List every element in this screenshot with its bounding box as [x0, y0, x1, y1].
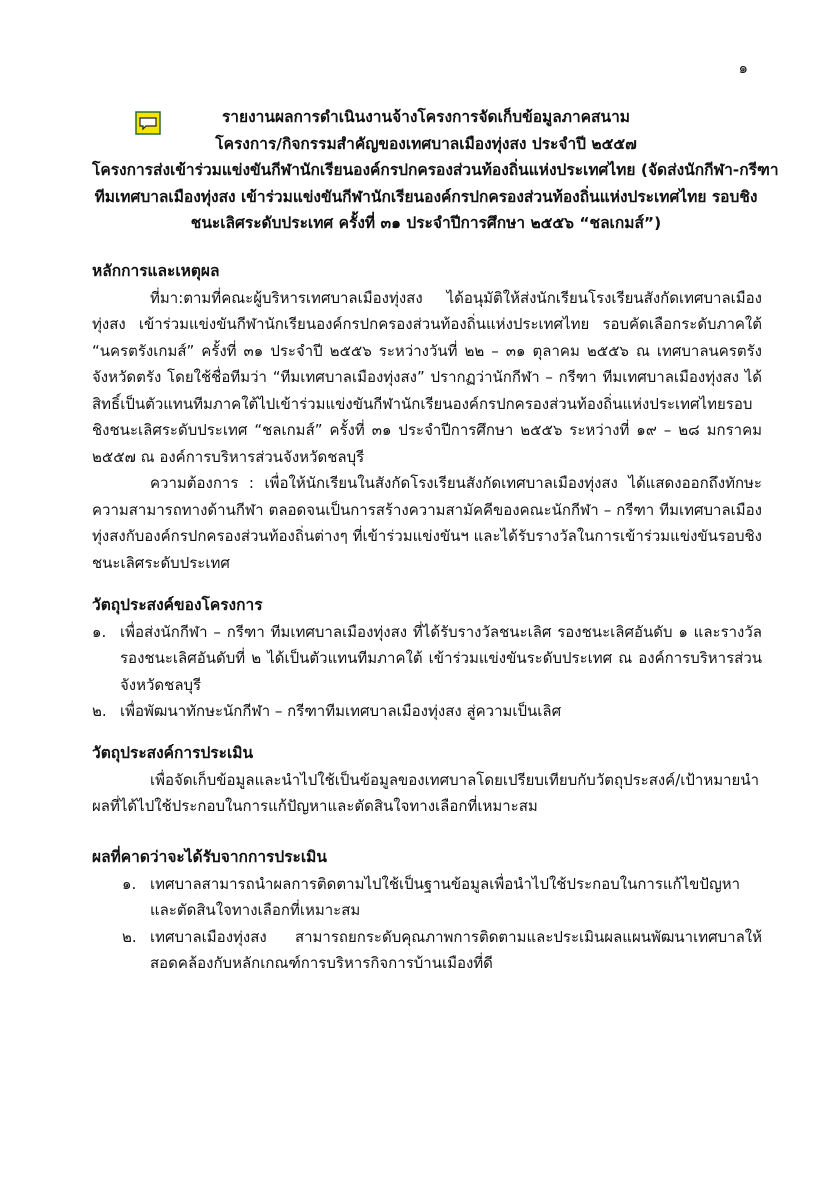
list-item — [92, 619, 762, 699]
list-item — [122, 871, 762, 924]
page-number: ๑ — [738, 59, 748, 77]
evaluation-section — [92, 740, 762, 820]
title-line: รายงานผลการดำเนินงานจ้างโครงการจัดเก็บข้อมูลภาคสนาม — [221, 108, 630, 126]
list-item-number: ๒. — [122, 927, 137, 946]
list-item-number: ๑. — [92, 622, 107, 641]
principle-paragraph-needs: ความต้องการ : เพื่อให้นักเรียนในสังกัดโรงเรียนสังกัดเทศบาลเมืองทุ่งสง ได้แสดงออกถึงทักษะความสามารถทางด้านกีฬา ตลอดจนเป็นการสร้างความสามัคคีของคณะนักกีฬา – กรีฑา ทีมเทศบาลเมืองทุ่งสงกับองค์กรปกครองส่วนท้องถิ่นต่างๆ ที่เข้าร่วมแข่งขันฯ และได้รับรางวัลในการเข้าร่วมแข่งขันรอบชิงชนะเลิศระดับประเทศ — [92, 474, 762, 572]
expected-results-list — [92, 871, 762, 977]
title-line: ทีมเทศบาลเมืองทุ่งสง เข้าร่วมแข่งขันกีฬานักเรียนองค์กรปกครองส่วนท้องถิ่นแห่งประเทศไทย รอบชิง — [94, 187, 758, 206]
evaluation-paragraph: เพื่อจัดเก็บข้อมูลและนำไปใช้เป็นข้อมูลของเทศบาลโดยเปรียบเทียบกับวัตถุประสงค์/เป้าหมายนำผลที่ได้ไปใช้ประกอบในการแก้ปัญหาและตัดสินใจทางเลือกที่เหมาะสม — [92, 770, 760, 815]
title-line: โครงการ/กิจกรรมสำคัญของเทศบาลเมืองทุ่งสง ประจำปี ๒๕๕๗ — [215, 134, 637, 153]
list-item-text: เพื่อส่งนักกีฬา – กรีฑา ทีมเทศบาลเมืองทุ่งสง ที่ได้รับรางวัลชนะเลิศ รองชนะเลิศอันดับ ๑ และรางวัลรองชนะเลิศอันดับที่ ๒ ได้เป็นตัวแทนทีมภาคใต้ เข้าร่วมแข่งขันระดับประเทศ ณ องค์การบริหารส่วนจังหวัดชลบุรี — [120, 622, 762, 694]
list-item-text: เพื่อพัฒนาทักษะนักกีฬา – กรีฑาทีมเทศบาลเมืองทุ่งสง สู่ความเป็นเลิศ — [120, 702, 562, 720]
list-item-number: ๒. — [92, 702, 107, 720]
principle-section — [92, 258, 762, 576]
title-line: ชนะเลิศระดับประเทศ ครั้งที่ ๓๑ ประจำปีการศึกษา ๒๕๕๖ “ชลเกมส์”) — [190, 214, 662, 232]
objectives-section — [92, 592, 762, 725]
list-item-text: เทศบาลเมืองทุ่งสง สามารถยกระดับคุณภาพการติดตามและประเมินผลแผนพัฒนาเทศบาลให้สอดคล้องกับหลักเกณฑ์การบริหารกิจการบ้านเมืองที่ดี — [150, 927, 762, 972]
objectives-heading: วัตถุประสงค์ของโครงการ — [92, 596, 263, 614]
objectives-list — [92, 619, 762, 725]
list-item-number: ๑. — [122, 874, 137, 893]
principle-paragraph-source: ที่มา:ตามที่คณะผู้บริหารเทศบาลเมืองทุ่งสง ได้อนุมัติให้ส่งนักเรียนโรงเรียนสังกัดเทศบาลเมืองทุ่งสง เข้าร่วมแข่งขันกีฬานักเรียนองค์กรปกครองส่วนท้องถิ่นแห่งประเทศไทย รอบคัดเลือกระดับภาคใต้ “นครตรังเกมส์” ครั้งที่ ๓๑ ประจำปี ๒๕๕๖ ระหว่างวันที่ ๒๒ – ๓๑ ตุลาคม ๒๕๕๖ ณ เทศบาลนครตรัง จังหวัดตรัง โดยใช้ชื่อทีมว่า “ทีมเทศบาลเมืองทุ่งสง” ปรากฏว่านักกีฬา – กรีฑา ทีมเทศบาลเมืองทุ่งสง ได้สิทธิ์เป็นตัวแทนทีมภาคใต้ไปเข้าร่วมแข่งขันกีฬานักเรียนองค์กรปกครองส่วนท้องถิ่นแห่งประเทศไทยรอบชิงชนะเลิศระดับประเทศ “ชลเกมส์” ครั้งที่ ๓๑ ประจำปีการศึกษา ๒๕๕๖ ระหว่างที่ ๑๙ – ๒๘ มกราคม ๒๕๕๗ ณ องค์การบริหารส่วนจังหวัดชลบุรี — [92, 288, 762, 466]
expected-results-heading: ผลที่คาดว่าจะได้รับจากการประเมิน — [92, 848, 327, 866]
evaluation-heading: วัตถุประสงค์การประเมิน — [92, 744, 254, 762]
principle-heading: หลักการและเหตุผล — [92, 262, 220, 280]
expected-results-section — [92, 844, 762, 977]
title-line: โครงการส่งเข้าร่วมแข่งขันกีฬานักเรียนองค์กรปกครองส่วนท้องถิ่นแห่งประเทศไทย (จัดส่งนักกีฬา-กรีฑา — [92, 161, 779, 179]
list-item — [92, 698, 762, 725]
list-item — [122, 924, 762, 977]
report-title — [92, 104, 779, 237]
list-item-text: เทศบาลสามารถนำผลการติดตามไปใช้เป็นฐานข้อมูลเพื่อนำไปใช้ประกอบในการแก้ไขปัญหาและตัดสินใจทางเลือกที่เหมาะสม — [150, 874, 741, 919]
